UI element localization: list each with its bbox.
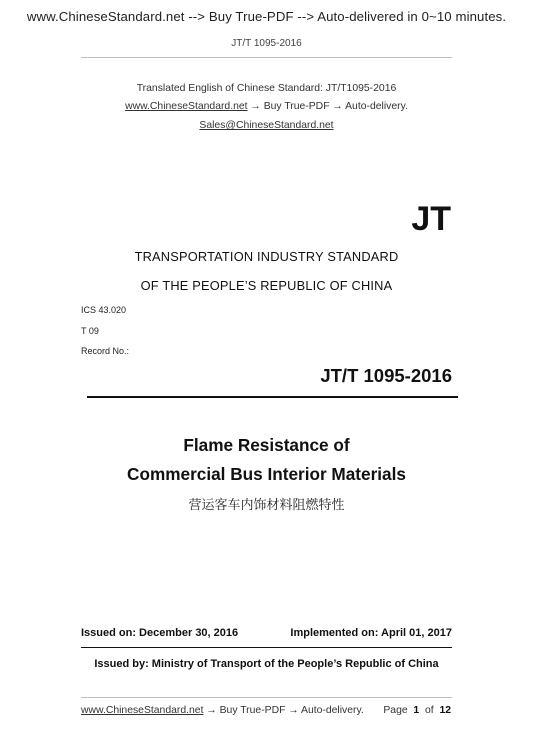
issue-divider (81, 647, 452, 648)
record-number: Record No.: (81, 346, 130, 356)
document-number: JT/T 1095-2016 (320, 365, 452, 386)
footer-site-link[interactable]: www.ChineseStandard.net (81, 705, 204, 716)
email-line (0, 120, 533, 131)
footer-delivery-text: → Buy True-PDF → Auto-delivery. (203, 705, 364, 716)
footer-delivery (81, 705, 364, 716)
implemented-date: Implemented on: April 01, 2017 (290, 627, 452, 639)
page-total: 12 (439, 705, 451, 716)
standard-line-2: OF THE PEOPLE’S REPUBLIC OF CHINA (140, 278, 393, 293)
standard-mark: JT (411, 200, 451, 238)
title-divider (87, 396, 458, 398)
issuer: Issued by: Ministry of Transport of the People’s Republic of China (94, 658, 439, 670)
translation-line: Translated English of Chinese Standard: JT/T1095-2016 (136, 83, 397, 94)
issued-date: Issued on: December 30, 2016 (81, 627, 239, 639)
title-chinese: 营运客车内饰材料阻燃特性 (188, 498, 345, 513)
title-line-1: Flame Resistance of (183, 435, 350, 455)
ics-code: ICS 43.020 (81, 305, 127, 315)
delivery-text: → Buy True-PDF → Auto-delivery. (247, 101, 408, 112)
footer-divider (81, 697, 452, 698)
header-doc-code: JT/T 1095-2016 (231, 38, 302, 49)
page-current: 1 (413, 705, 420, 716)
page-indicator (383, 705, 451, 716)
title-line-2: Commercial Bus Interior Materials (127, 464, 406, 484)
site-link[interactable]: www.ChineseStandard.net (125, 101, 248, 112)
page-of: of (424, 705, 434, 716)
delivery-line (0, 101, 533, 112)
category-code: T 09 (81, 326, 99, 336)
header-divider (81, 57, 452, 58)
page-label: Page (383, 705, 408, 716)
email-link[interactable]: Sales@ChineseStandard.net (199, 120, 334, 131)
top-banner: www.ChineseStandard.net --> Buy True-PDF --> Auto-delivered in 0~10 minutes. (26, 9, 507, 24)
standard-line-1: TRANSPORTATION INDUSTRY STANDARD (134, 249, 399, 264)
